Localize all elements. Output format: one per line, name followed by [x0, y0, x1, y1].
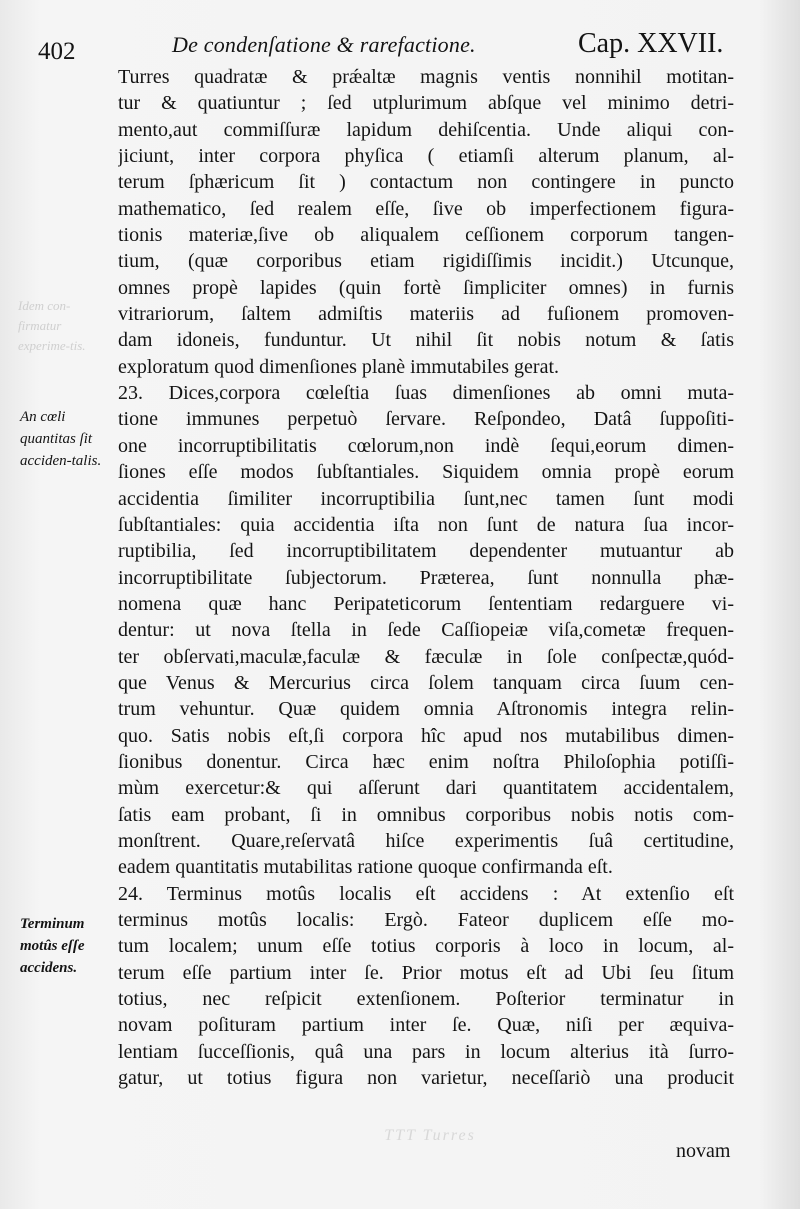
text-line: tium, (quæ corporibus etiam rigidiſſimis incidit.) Utcunque,: [118, 250, 734, 273]
catchword: novam: [676, 1140, 731, 1162]
text-line: mùm exercetur:& qui aſſerunt dari quantitatem accidentalem,: [118, 777, 734, 800]
text-line: omnes propè lapides (quin fortè ſimpliciter omnes) in furnis: [118, 276, 734, 299]
text-line: ſionibus donentur. Circa hæc enim noſtra Philoſophia potiſſi-: [118, 750, 734, 773]
text-line: dam idoneis, funduntur. Ut nihil ſit nobis notum & ſatis: [118, 329, 734, 352]
text-line: quo. Satis nobis eſt,ſi corpora hîc apud nos mutabilibus dimen-: [118, 724, 734, 747]
running-title: De condenſatione & rarefactione.: [172, 32, 476, 57]
text-line: lentiam ſucceſſionis, quâ una pars in locum alterius ità ſurro-: [118, 1040, 734, 1063]
text-line: one incorruptibilitatis cœlorum,non indè ſequi,eorum dimen-: [118, 434, 734, 457]
text-line: exploratum quod dimenſiones planè immutabiles gerat.: [118, 355, 560, 378]
text-line: 24. Terminus motûs localis eſt accidens : At extenſio eſt: [118, 882, 734, 905]
text-line: mento,aut commiſſuræ lapidum dehiſcentia. Unde aliqui con-: [118, 118, 734, 141]
text-line: gatur, ut totius figura non varietur, neceſſariò una producit: [118, 1067, 734, 1090]
bleed-through-bottom: TTT Turres: [384, 1127, 476, 1144]
text-line: novam poſituram partium inter ſe. Quæ, niſi per æquiva-: [118, 1014, 734, 1037]
main-text-block: [118, 64, 734, 1091]
text-line: tur & quatiuntur ; ſed utplurimum abſque vel minimo detri-: [118, 92, 734, 115]
text-line: ſiones eſſe modos ſubſtantiales. Siquidem omnia propè eorum: [118, 461, 734, 484]
bleed-through-margin: Idem con-firmatur experime-tis.: [18, 298, 86, 353]
page-header: [38, 28, 758, 65]
text-line: vitrariorum, ſaltem admiſtis materiis ad fuſionem promoven-: [118, 303, 734, 326]
text-line: ruptibilia, ſed incorruptibilitatem dependenter mutuantur ab: [118, 540, 734, 563]
margin-note-terminum-motus: Terminum motûs eſſe accidens.: [20, 916, 85, 976]
text-line: que Venus & Mercurius circa ſolem tanquam circa ſuum cen-: [118, 671, 734, 694]
chapter-heading: Cap. XXVII.: [578, 28, 724, 59]
text-line: eadem quantitatis mutabilitas ratione quoque confirmanda eſt.: [118, 856, 613, 879]
text-line: accidentia ſimiliter incorruptibilia ſunt,nec tamen ſunt modi: [118, 487, 734, 510]
text-line: nomena quæ hanc Peripateticorum ſententiam redarguere vi-: [118, 592, 734, 615]
text-line: terminus motûs localis: Ergò. Fateor duplicem eſſe mo-: [118, 909, 734, 931]
page-number: 402: [38, 38, 76, 65]
text-line: ſatis eam probant, ſi in omnibus corporibus nobis notis com-: [118, 803, 734, 826]
text-line: tum localem; unum eſſe totius corporis à loco in locum, al-: [118, 935, 734, 958]
text-line: monſtrent. Quare,reſervatâ hiſce experimentis ſuâ certitudine,: [118, 829, 734, 852]
text-line: trum vehuntur. Quæ quidem omnia Aſtronomis integra relin-: [118, 698, 734, 721]
text-line: tione immunes perpetuò ſervare. Reſpondeo, Datâ ſuppoſiti-: [118, 408, 734, 431]
margin-note-coeli-quantitas: An cœli quantitas ſit acciden-talis.: [20, 409, 102, 469]
text-line: mathematico, ſed realem eſſe, ſive ob imperfectionem figura-: [118, 197, 734, 220]
text-line: terum ſphæricum ſit ) contactum non contingere in puncto: [118, 171, 734, 194]
text-line: 23. Dices,corpora cœleſtia ſuas dimenſiones ab omni muta-: [118, 382, 734, 405]
text-line: ter obſervati,maculæ,faculæ & fæculæ in ſole conſpectæ,quód-: [118, 645, 734, 668]
text-line: totius, nec reſpicit extenſionem. Poſterior terminatur in: [118, 988, 734, 1011]
text-line: terum eſſe partium inter ſe. Prior motus eſt ad Ubi ſeu ſitum: [118, 961, 734, 984]
text-line: dentur: ut nova ſtella in ſede Caſſiopeiæ viſa,cometæ frequen-: [118, 619, 734, 642]
text-line: incorruptibilitate ſubjectorum. Præterea, ſunt nonnulla phæ-: [118, 566, 734, 589]
text-line: Turres quadratæ & prǽaltæ magnis ventis nonnihil motitan-: [118, 66, 734, 88]
text-line: jiciunt, inter corpora phyſica ( etiamſi alterum planum, al-: [118, 145, 734, 168]
text-line: tionis materiæ,ſive ob aliqualem ceſſionem corporum tangen-: [118, 224, 734, 247]
text-line: ſubſtantiales: quia accidentia iſta non ſunt de natura ſua incor-: [118, 513, 734, 536]
